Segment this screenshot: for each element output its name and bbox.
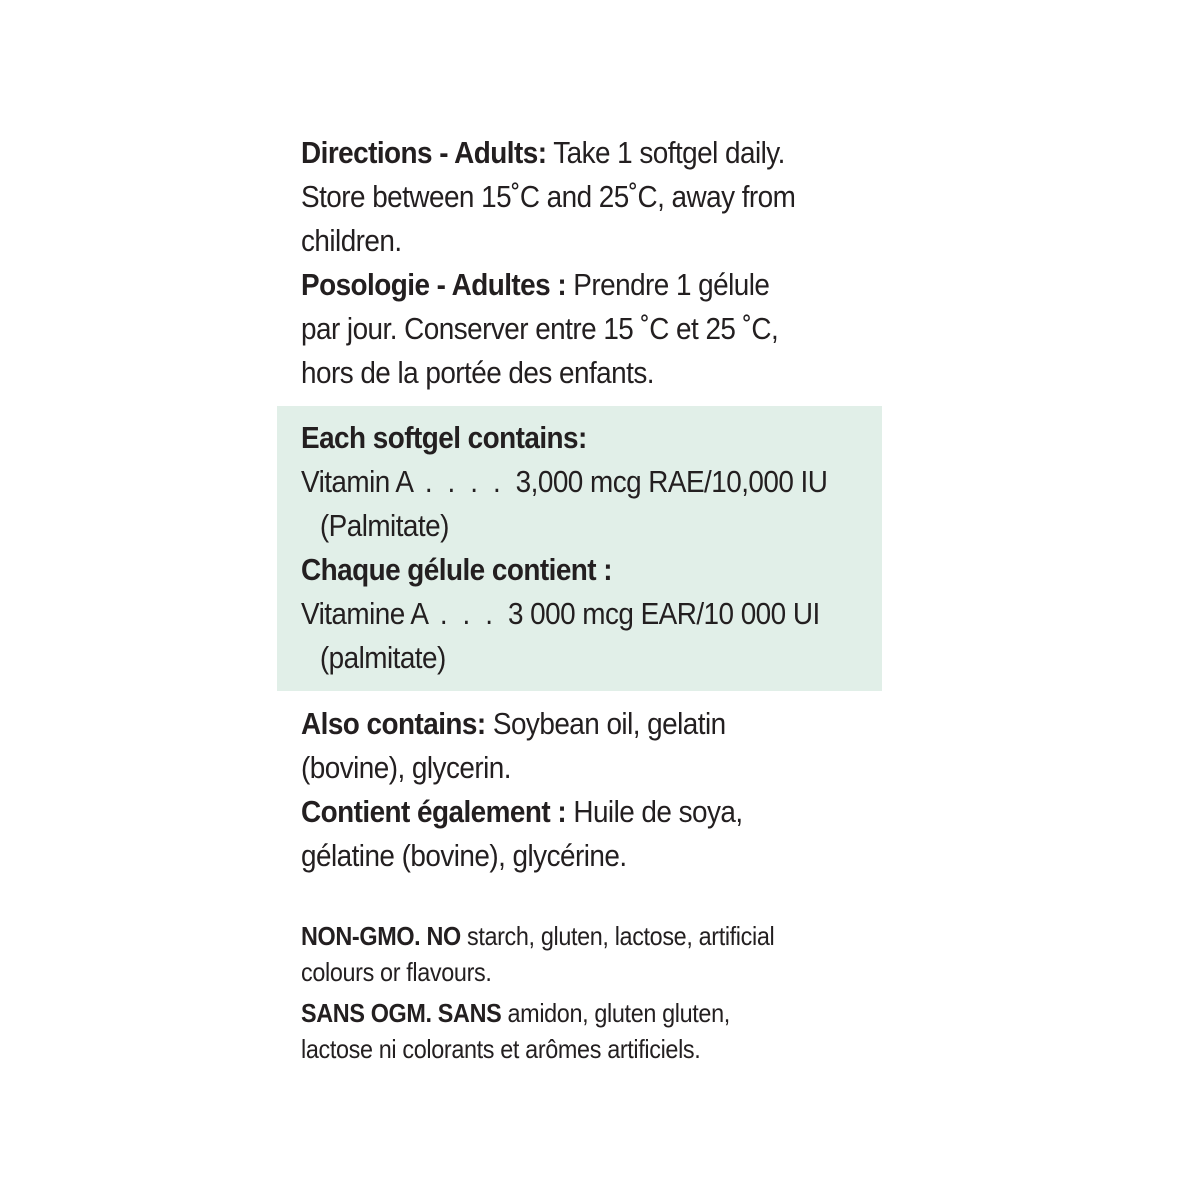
- ingredients-section: [301, 416, 881, 680]
- claims-fr-bold: SANS OGM. SANS: [301, 998, 502, 1028]
- also-contains-fr-heading: Contient également :: [301, 794, 567, 829]
- directions-fr-line-3: hors de la portée des enfants.: [301, 355, 654, 390]
- claims-en-line-2: colours or flavours.: [301, 957, 492, 987]
- directions-fr-heading: Posologie - Adultes :: [301, 267, 567, 302]
- also-contains-fr-text-1: Huile de soya,: [566, 794, 743, 829]
- also-contains-en-line-2: (bovine), glycerin.: [301, 750, 511, 785]
- directions-en-line-2: Store between 15˚C and 25˚C, away from: [301, 179, 796, 214]
- ingredient-fr-dots: . . .: [428, 596, 508, 631]
- ingredient-en-row: [301, 460, 828, 504]
- ingredient-fr-form: (palmitate): [319, 640, 446, 675]
- directions-fr-line-2: par jour. Conserver entre 15 ˚C et 25 ˚C,: [301, 311, 779, 346]
- directions-en-heading: Directions - Adults:: [301, 135, 547, 170]
- ingredients-en-heading: Each softgel contains:: [301, 420, 587, 455]
- claims-fr-text-1: amidon, gluten gluten,: [501, 998, 730, 1028]
- also-contains-fr-line-2: gélatine (bovine), glycérine.: [301, 838, 627, 873]
- also-contains-en-heading: Also contains:: [301, 706, 486, 741]
- directions-fr-line-1: [301, 263, 823, 307]
- ingredient-fr-row: [301, 592, 823, 636]
- claims-en-text-1: starch, gluten, lactose, artificial: [460, 921, 775, 951]
- directions-fr-text-1: Prendre 1 gélule: [566, 267, 770, 302]
- also-contains-fr-line-1: [301, 790, 823, 834]
- ingredient-en-form: (Palmitate): [319, 508, 449, 543]
- ingredient-en-amount: 3,000 mcg RAE/10,000 IU: [515, 464, 828, 499]
- directions-en-line-1: [301, 131, 823, 175]
- also-contains-en-text-1: Soybean oil, gelatin: [485, 706, 726, 741]
- directions-section: [301, 131, 881, 395]
- claims-en-bold: NON-GMO. NO: [301, 921, 461, 951]
- claims-section: [301, 918, 881, 1067]
- ingredient-fr-amount: 3 000 mcg EAR/10 000 UI: [507, 596, 820, 631]
- also-contains-en-line-1: [301, 702, 823, 746]
- claims-en-line-1: [301, 918, 823, 954]
- directions-en-line-3: children.: [301, 223, 402, 258]
- claims-fr-line-1: [301, 995, 823, 1031]
- claims-fr-line-2: lactose ni colorants et arômes artificiels.: [301, 1034, 701, 1064]
- ingredient-fr-name: Vitamine A: [301, 596, 429, 631]
- ingredient-en-dots: . . . .: [413, 464, 516, 499]
- ingredients-fr-heading: Chaque gélule contient :: [301, 552, 613, 587]
- directions-en-text-1: Take 1 softgel daily.: [546, 135, 785, 170]
- ingredient-en-name: Vitamin A: [301, 464, 414, 499]
- also-contains-section: [301, 702, 881, 878]
